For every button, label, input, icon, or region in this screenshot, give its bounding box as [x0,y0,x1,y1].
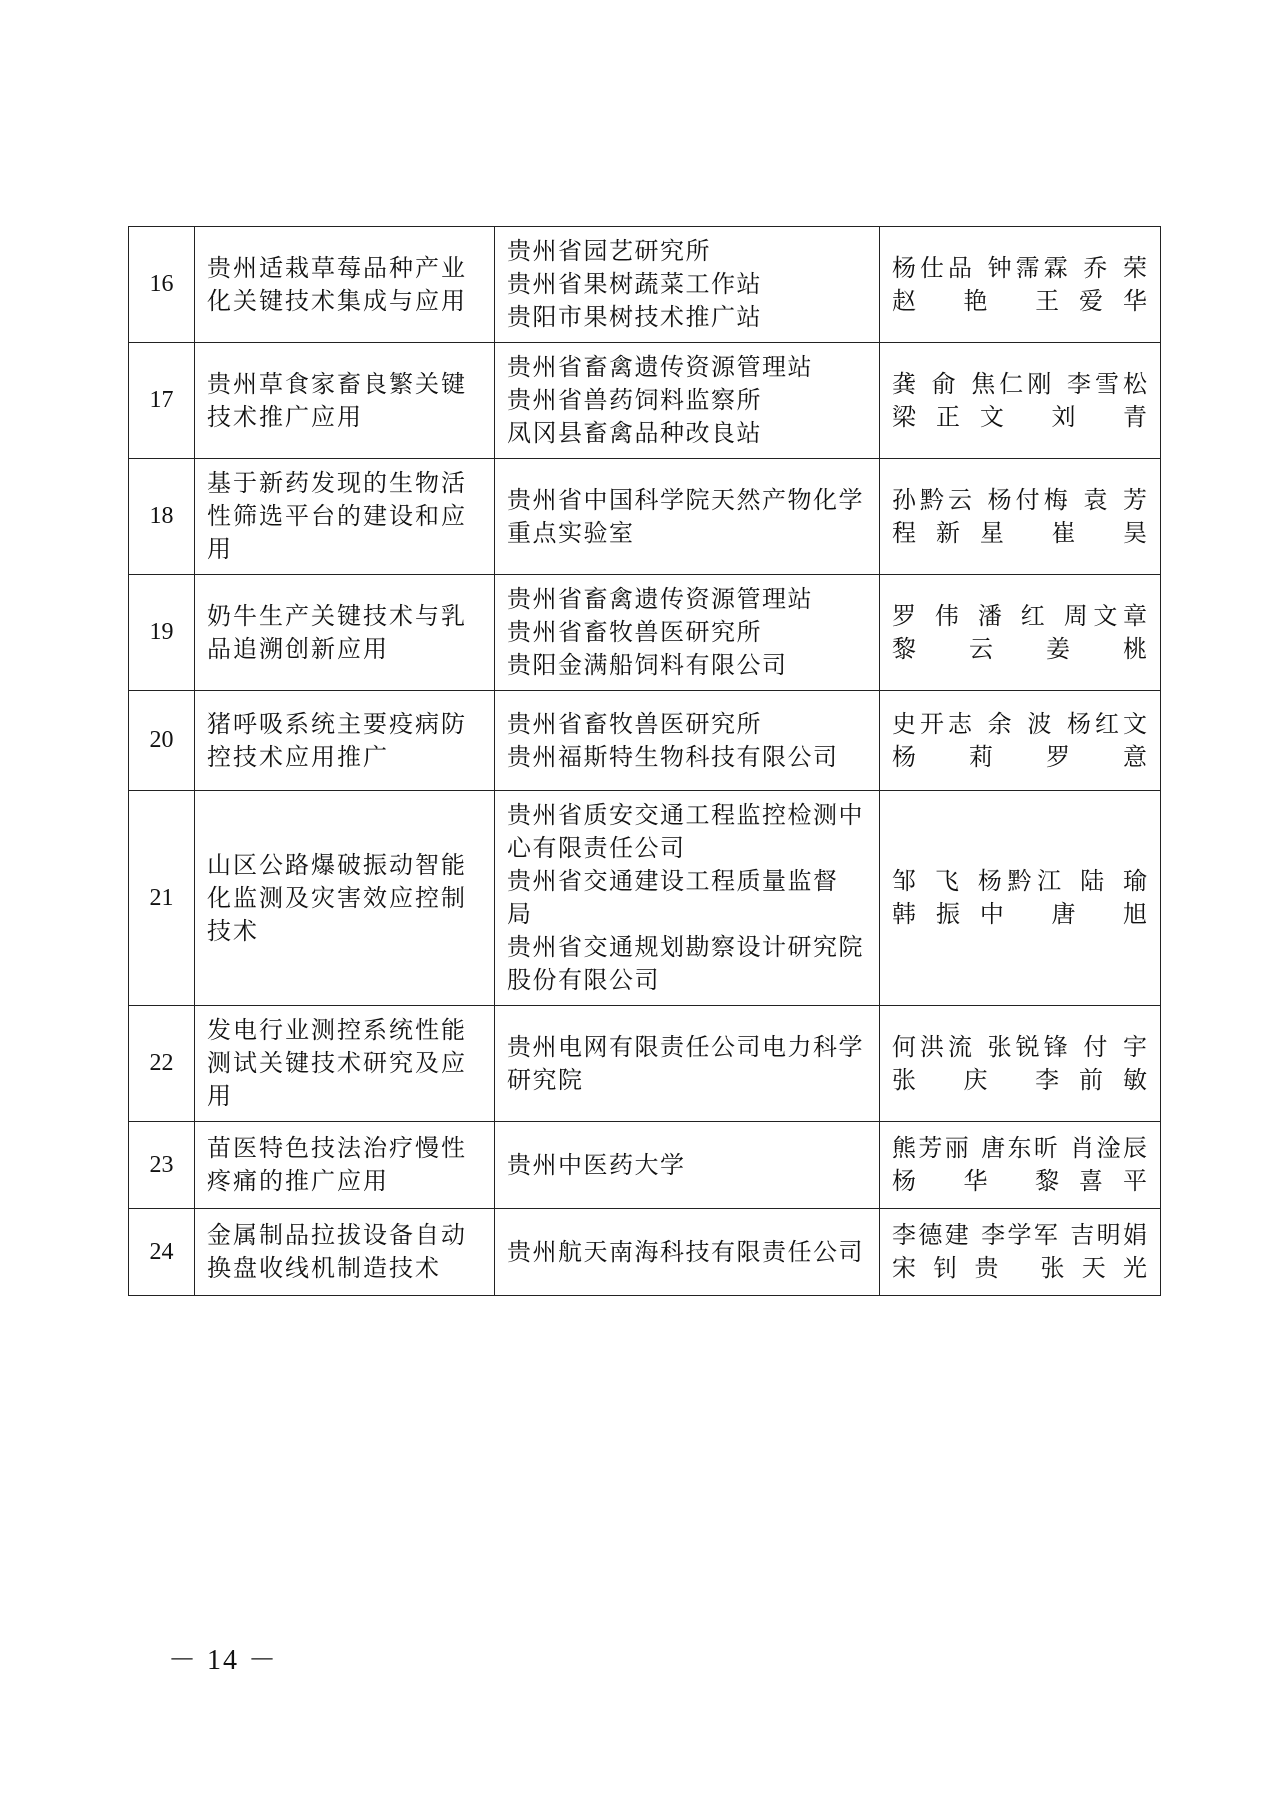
table-row [129,1122,1161,1209]
completing-people-line: 黎 云 姜 桃 [892,634,1148,663]
completing-people-line: 熊芳丽 唐东昕 肖淦辰 [892,1134,1148,1162]
completing-units-line: 贵州省中国科学院天然产物化学 [507,485,864,514]
completing-units-line: 贵州省畜牧兽医研究所 [507,709,762,738]
completing-people-line: 李德建 李学军 吉明娟 [892,1221,1148,1249]
completing-people [880,459,1161,575]
project-name-line: 性筛选平台的建设和应 [207,502,467,530]
completing-units-line: 贵州省园艺研究所 [507,237,711,265]
completing-units-line: 贵州航天南海科技有限责任公司 [507,1237,864,1266]
completing-people [880,343,1161,459]
row-number: 24 [129,1209,195,1296]
project-name [195,227,495,343]
completing-units-line: 贵州福斯特生物科技有限公司 [507,742,839,771]
completing-units-line: 贵州省果树蔬菜工作站 [507,270,762,298]
completing-units [495,791,880,1006]
row-number: 22 [129,1006,195,1122]
project-name-line: 用 [207,1082,233,1110]
completing-units-line: 局 [507,900,533,928]
project-name-line: 测试关键技术研究及应 [207,1049,467,1077]
completing-people-line: 史开志 余 波 杨红文 [892,709,1148,738]
completing-people [880,791,1161,1006]
completing-people-line: 杨 莉 罗 意 [892,742,1148,771]
table-row [129,575,1161,691]
project-name [195,791,495,1006]
project-name-line: 技术推广应用 [207,402,363,431]
completing-people-line: 邹 飞 杨黔江 陆 瑜 [892,867,1148,895]
completing-units [495,575,880,691]
completing-units-line: 贵州省质安交通工程监控检测中 [507,801,864,829]
completing-units-line: 贵州电网有限责任公司电力科学 [507,1032,864,1061]
project-name [195,343,495,459]
completing-people-line: 杨 华 黎喜平 [892,1167,1148,1195]
completing-people-line: 程新星 崔 昊 [892,518,1148,547]
completing-people-line: 孙黔云 杨付梅 袁 芳 [892,485,1148,514]
completing-people [880,1006,1161,1122]
project-name-line: 贵州草食家畜良繁关键 [207,369,467,398]
table-row [129,791,1161,1006]
project-name-line: 化关键技术集成与应用 [207,286,467,315]
completing-units-line: 贵阳市果树技术推广站 [507,303,762,331]
project-name [195,1122,495,1209]
completing-people [880,1209,1161,1296]
project-name [195,575,495,691]
completing-people [880,1122,1161,1209]
completing-units-line: 贵州省畜牧兽医研究所 [507,618,762,646]
completing-people-line: 韩振中 唐 旭 [892,900,1148,928]
completing-units-line: 贵州省畜禽遗传资源管理站 [507,585,813,613]
table-row [129,459,1161,575]
completing-people [880,575,1161,691]
completing-units [495,1122,880,1209]
completing-units [495,343,880,459]
row-number: 17 [129,343,195,459]
project-name-line: 苗医特色技法治疗慢性 [207,1134,467,1162]
completing-units-line: 贵州省交通建设工程质量监督 [507,867,839,895]
project-name [195,691,495,791]
project-name-line: 换盘收线机制造技术 [207,1254,441,1282]
completing-people-line: 梁正文 刘 青 [892,402,1148,431]
row-number: 16 [129,227,195,343]
completing-people-line: 罗 伟 潘 红 周文章 [892,601,1148,630]
completing-people-line: 龚 俞 焦仁刚 李雪松 [892,369,1148,398]
project-name-line: 发电行业测控系统性能 [207,1016,467,1044]
completing-units [495,227,880,343]
table-row [129,691,1161,791]
completing-people [880,227,1161,343]
row-number: 19 [129,575,195,691]
completing-people-line: 何洪流 张锐锋 付 宇 [892,1032,1148,1061]
project-name-line: 控技术应用推广 [207,742,389,771]
project-name-line: 品追溯创新应用 [207,634,389,663]
award-table [128,226,1161,1296]
project-name-line: 奶牛生产关键技术与乳 [207,601,467,630]
table-row [129,227,1161,343]
completing-units-line: 研究院 [507,1065,584,1094]
completing-people [880,691,1161,791]
row-number: 21 [129,791,195,1006]
project-name-line: 化监测及灾害效应控制 [207,883,467,912]
project-name-line: 山区公路爆破振动智能 [207,850,467,879]
project-name-line: 基于新药发现的生物活 [207,469,467,497]
project-name-line: 金属制品拉拔设备自动 [207,1221,467,1249]
project-name-line: 猪呼吸系统主要疫病防 [207,709,467,738]
completing-people-line: 杨仕品 钟霈霖 乔 荣 [892,253,1148,282]
project-name [195,1209,495,1296]
project-name-line: 技术 [207,916,259,945]
completing-units [495,1209,880,1296]
table-row [129,343,1161,459]
completing-units-line: 心有限责任公司 [507,834,686,862]
row-number: 18 [129,459,195,575]
project-name [195,459,495,575]
completing-units-line: 股份有限公司 [507,966,660,994]
completing-units-line: 贵阳金满船饲料有限公司 [507,651,788,679]
project-name-line: 用 [207,535,233,563]
row-number: 20 [129,691,195,791]
award-table-body [129,227,1161,1296]
row-number: 23 [129,1122,195,1209]
completing-units [495,691,880,791]
project-name-line: 疼痛的推广应用 [207,1167,389,1195]
completing-people-line: 赵 艳 王爱华 [892,286,1148,315]
completing-units-line: 贵州省兽药饲料监察所 [507,386,762,414]
completing-people-line: 宋钊贵 张天光 [892,1254,1148,1282]
table-row [129,1209,1161,1296]
table-row [129,1006,1161,1122]
completing-units-line: 贵州省畜禽遗传资源管理站 [507,353,813,381]
project-name [195,1006,495,1122]
completing-units-line: 凤冈县畜禽品种改良站 [507,419,762,447]
page-number: － 14 － [168,1645,279,1676]
project-name-line: 贵州适栽草莓品种产业 [207,253,467,282]
completing-units [495,1006,880,1122]
completing-units-line: 贵州省交通规划勘察设计研究院 [507,933,864,961]
completing-units-line: 贵州中医药大学 [507,1150,686,1179]
completing-people-line: 张 庆 李前敏 [892,1065,1148,1094]
completing-units-line: 重点实验室 [507,518,635,547]
completing-units [495,459,880,575]
